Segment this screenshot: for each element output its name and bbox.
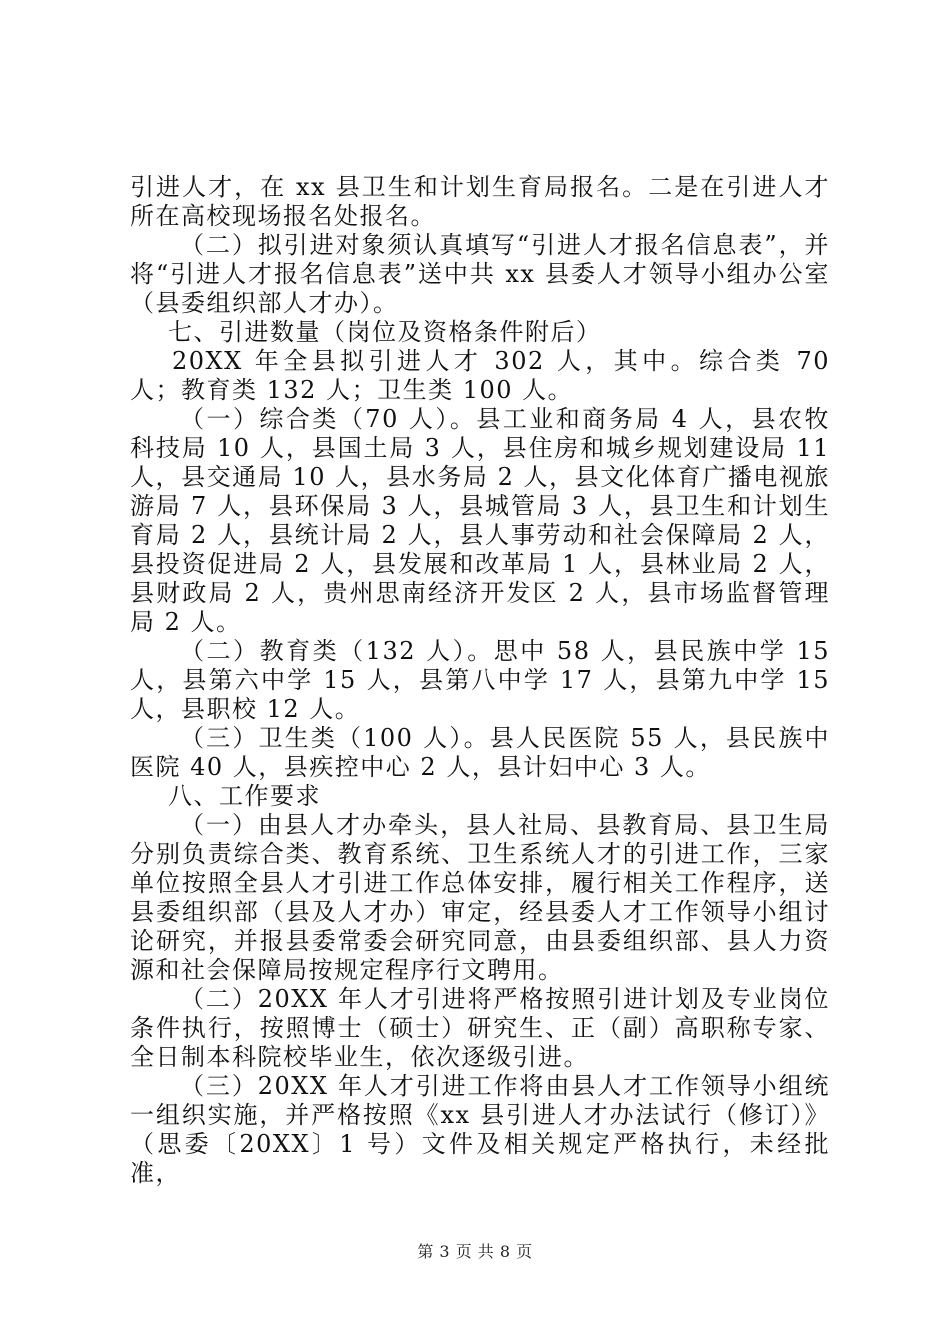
- paragraph-requirement-1: （一）由县人才办牵头，县人社局、县教育局、县卫生局分别负责综合类、教育系统、卫生系统人才的引进工作，三家单位按照全县人才引进工作总体安排，履行相关工作程序，送县委组织部（县及人才办）审定，经县委人才工作领导小组讨论研究，并报县委常委会研究同意，由县委组织部、县人力资源和社会保障局按规定程序行文聘用。: [130, 811, 830, 984]
- page-footer: [0, 1239, 950, 1262]
- body-text: [130, 173, 830, 1188]
- section-heading-quantity: 七、引进数量（岗位及资格条件附后）: [168, 318, 602, 346]
- paragraph-health: （三）卫生类（100 人）。县人民医院 55 人，县民族中医院 40 人，县疾控中心 2 人，县计妇中心 3 人。: [130, 724, 830, 781]
- paragraph-registration-form: （二）拟引进对象须认真填写“引进人才报名信息表”，并将“引进人才报名信息表”送中共 xx 县委人才领导小组办公室（县委组织部人才办）。: [130, 231, 830, 317]
- paragraph-requirement-2: （二）20XX 年人才引进将严格按照引进计划及专业岗位条件执行，按照博士（硕士）研究生、正（副）高职称专家、全日制本科院校毕业生，依次逐级引进。: [130, 985, 830, 1071]
- paragraph-requirement-3: （三）20XX 年人才引进工作将由县人才工作领导小组统一组织实施，并严格按照《xx 县引进人才办法试行（修订）》（思委〔20XX〕1 号）文件及相关规定严格执行，未经批准，: [130, 1072, 830, 1187]
- paragraph-registration-continued: 引进人才，在 xx 县卫生和计划生育局报名。二是在引进人才所在高校现场报名处报名。: [130, 173, 830, 230]
- paragraph-comprehensive: （一）综合类（70 人）。县工业和商务局 4 人，县农牧科技局 10 人，县国土局 3 人，县住房和城乡规划建设局 11 人，县交通局 10 人，县水务局 2 人，县文化体育广播电视旅游局 7 人，县环保局 3 人，县城管局 3 人，县卫生和计划生育局 2 人，县统计局 2 人，县人事劳动和社会保障局 2 人，县投资促进局 2 人，县发展和改革局 1 人，县林业局 2 人，县财政局 2 人，贵州思南经济开发区 2 人，县市场监督管理局 2 人。: [130, 405, 830, 636]
- page-number: 第 3 页 共 8 页: [417, 1242, 533, 1261]
- paragraph-education: （二）教育类（132 人）。思中 58 人，县民族中学 15 人，县第六中学 15 人，县第八中学 17 人，县第九中学 15 人，县职校 12 人。: [130, 637, 830, 723]
- paragraph-total-quantity: 20XX 年全县拟引进人才 302 人，其中。综合类 70 人；教育类 132 人；卫生类 100 人。: [130, 347, 830, 404]
- section-heading-requirements: 八、工作要求: [168, 782, 321, 810]
